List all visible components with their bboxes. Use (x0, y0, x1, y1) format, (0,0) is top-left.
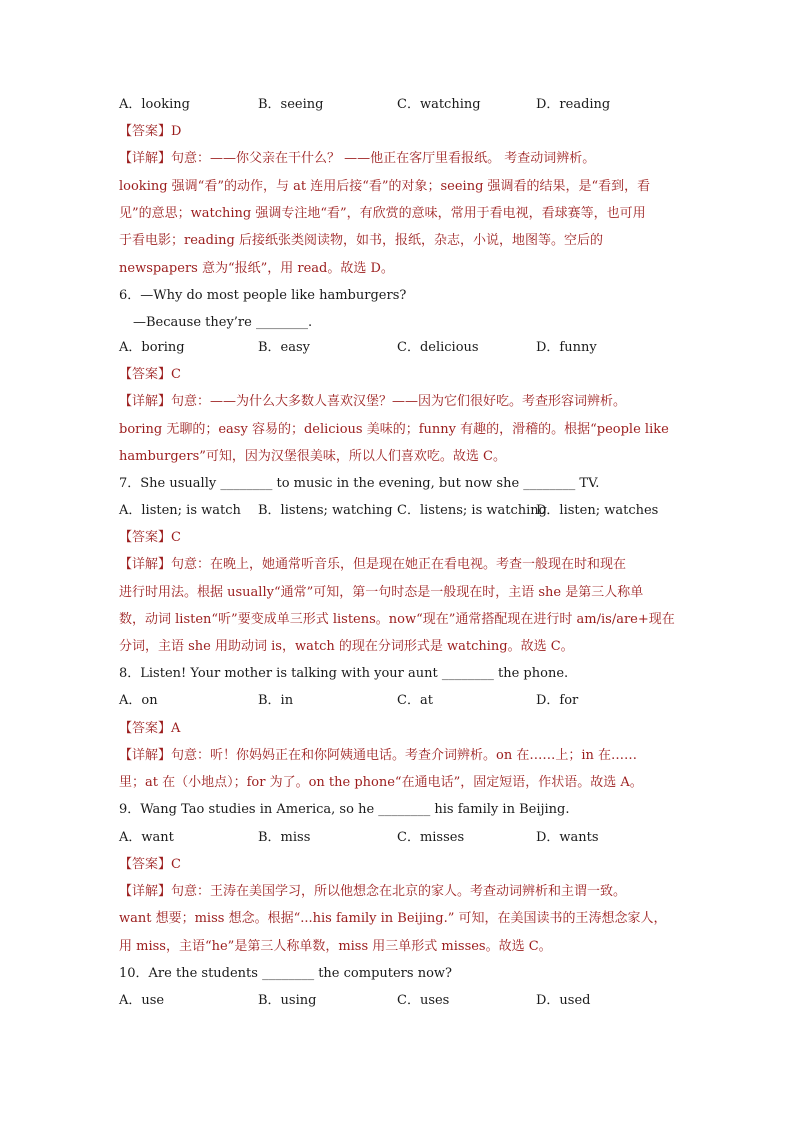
q9-answer (119, 856, 181, 874)
answer-value: A (171, 721, 181, 736)
answer-value: C (171, 857, 181, 872)
option-a: A．on (119, 693, 158, 708)
q9-detail-line: want 想要；miss 想念。根据“...his family in Beijing.” 可知，在美国读书的王涛想念家人， (119, 911, 667, 926)
detail-tag: 【详解】 (119, 748, 172, 763)
q6-detail-line: boring 无聊的；easy 容易的；delicious 美味的；funny 有趣的，滑稽的。根据“people like (119, 422, 669, 437)
q10-stem: 10．Are the students ________ the computers now? (119, 966, 452, 981)
q7-detail-line: 数，动词 listen“听”要变成单三形式 listens。now“现在”通常搭配现在进行时 am/is/are+现在 (119, 612, 675, 627)
option-a: A．boring (119, 340, 185, 355)
q7-detail-line: 进行时用法。根据 usually“通常”可知，第一句时态是一般现在时，主语 she 是第三人称单 (119, 585, 644, 600)
answer-value: C (171, 530, 181, 545)
detail-tag: 【详解】 (119, 884, 172, 899)
option-a: A．want (119, 830, 174, 845)
option-c: C．listens; is watching (397, 503, 547, 518)
answer-tag: 【答案】 (119, 857, 172, 872)
q5-detail-line: 于看电影；reading 后接纸张类阅读物，如书，报纸，杂志，小说，地图等。空后的 (119, 233, 603, 248)
option-d: D．funny (536, 340, 597, 355)
answer-tag: 【答案】 (119, 124, 172, 139)
option-a: A．listen; is watch (119, 503, 241, 518)
detail-text: 句意：——你父亲在干什么？ ——他正在客厅里看报纸。 考查动词辨析。 (171, 151, 596, 166)
answer-tag: 【答案】 (119, 367, 172, 382)
q5-detail-line: 见”的意思；watching 强调专注地“看”，有欣赏的意味，常用于看电视，看球赛等，也可用 (119, 206, 646, 221)
detail-text: 句意：王涛在美国学习，所以他想念在北京的家人。考查动词辨析和主谓一致。 (171, 884, 627, 899)
answer-tag: 【答案】 (119, 530, 172, 545)
q7-answer (119, 529, 181, 547)
option-b: B．in (258, 693, 294, 708)
q8-options (119, 692, 679, 710)
option-d: D．listen; watches (536, 503, 659, 518)
option-b: B．miss (258, 830, 311, 845)
q5-detail-line (119, 150, 595, 168)
q6-detail-line (119, 393, 626, 411)
q9-options (119, 829, 679, 847)
option-c: C．misses (397, 830, 465, 845)
detail-tag: 【详解】 (119, 151, 172, 166)
q6-detail-line: hamburgers”可知，因为汉堡很美味，所以人们喜欢吃。故选 C。 (119, 449, 506, 464)
option-b: B．seeing (258, 97, 324, 112)
q7-stem: 7．She usually ________ to music in the evening, but now she ________ TV. (119, 476, 600, 491)
option-a: A．use (119, 993, 165, 1008)
q9-detail-line (119, 883, 626, 901)
q8-stem: 8．Listen! Your mother is talking with your aunt ________ the phone. (119, 666, 569, 681)
answer-value: C (171, 367, 181, 382)
option-d: D．used (536, 993, 591, 1008)
q5-detail-line: newspapers 意为“报纸”，用 read。故选 D。 (119, 261, 394, 276)
q6-stem-response: —Because they’re ________. (133, 315, 313, 330)
option-c: C．delicious (397, 340, 479, 355)
option-d: D．wants (536, 830, 599, 845)
q5-detail-line: looking 强调“看”的动作，与 at 连用后接“看”的对象；seeing 强调看的结果，是“看到，看 (119, 179, 651, 194)
detail-text: 句意：在晚上，她通常听音乐，但是现在她正在看电视。考查一般现在时和现在 (171, 557, 627, 572)
q9-stem: 9．Wang Tao studies in America, so he ________ his family in Beijing. (119, 802, 570, 817)
q6-options (119, 339, 679, 357)
detail-tag: 【详解】 (119, 557, 172, 572)
detail-tag: 【详解】 (119, 394, 172, 409)
option-a: A．looking (119, 97, 190, 112)
q7-options (119, 502, 679, 520)
option-b: B．easy (258, 340, 311, 355)
option-c: C．uses (397, 993, 450, 1008)
option-b: B．using (258, 993, 317, 1008)
detail-text: 句意：听！你妈妈正在和你阿姨通电话。考查介词辨析。on 在……上；in 在…… (171, 748, 638, 763)
q6-answer (119, 366, 181, 384)
option-c: C．watching (397, 97, 481, 112)
option-d: D．reading (536, 97, 611, 112)
detail-text: 句意：——为什么大多数人喜欢汉堡？——因为它们很好吃。考查形容词辨析。 (171, 394, 627, 409)
q10-options (119, 992, 679, 1010)
q5-answer (119, 123, 181, 141)
q7-detail-line: 分词，主语 she 用助动词 is，watch 的现在分词形式是 watching。故选 C。 (119, 639, 574, 654)
answer-tag: 【答案】 (119, 721, 172, 736)
q8-detail-line (119, 747, 637, 765)
answer-value: D (171, 124, 182, 139)
q9-detail-line: 用 miss，主语“he”是第三人称单数，miss 用三单形式 misses。故选 C。 (119, 939, 552, 954)
q6-stem: 6．—Why do most people like hamburgers? (119, 288, 407, 303)
q8-detail-line: 里；at 在（小地点）；for 为了。on the phone“在通电话”，固定短语，作状语。故选 A。 (119, 775, 643, 790)
option-d: D．for (536, 693, 579, 708)
q8-answer (119, 720, 180, 738)
q5-options (119, 96, 679, 114)
option-c: C．at (397, 693, 433, 708)
option-b: B．listens; watching (258, 503, 393, 518)
q7-detail-line (119, 556, 626, 574)
